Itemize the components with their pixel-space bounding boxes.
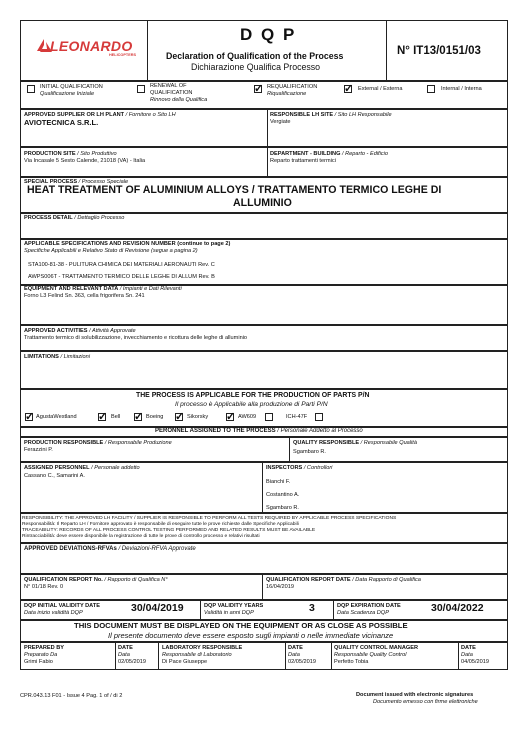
- footer-electronic-signature: Document issued with electronic signatures: [356, 692, 474, 698]
- external-checkmark-icon: ✓: [344, 83, 354, 95]
- footer-form-id: CPR.043.13 F01 - Issue 4 Pag. 1 of / di 2: [20, 693, 123, 699]
- requalification-label-it: Riqualificazione: [267, 91, 307, 97]
- specifications-label-it: Specifiche Applicabili e Relativo Stato di Revisione (segue a pagina 2): [24, 248, 198, 254]
- production-responsible-label: PRODUCTION RESPONSIBLE / Responsabile Produzione: [24, 440, 172, 446]
- validity-years-label: DQP VALIDITY YEARS: [204, 603, 264, 609]
- lab-responsible-label: LABORATORY RESPONSIBLE: [162, 645, 243, 651]
- responsibility-line-1: RESPONSIBILITY: THE APPROVED LH FACILITY / SUPPLIER IS RESPONSIBLE TO PERFORM ALL TESTS REQUIRED BY APPLICABLE PROCESS SPECIFICATIONS: [22, 516, 397, 521]
- lab-date-label: DATE: [288, 645, 303, 651]
- applicable-title-it: Il processo è Applicabile alla produzione di Parti P/N: [175, 401, 328, 408]
- expiration-value: 30/04/2022: [431, 602, 484, 614]
- boeing-label: Boeing: [146, 414, 164, 420]
- specification-row-2: AWPS006T - TRATTAMENTO TERMICO DELLE LEGHE DI ALLUM Rev. B: [28, 274, 215, 280]
- initial-qualification-checkbox[interactable]: [27, 85, 35, 93]
- specifications-label: APPLICABLE SPECIFICATIONS AND REVISION NUMBER (continue to page 2): [24, 241, 231, 247]
- special-process-title-1: HEAT TREATMENT OF ALUMINIUM ALLOYS / TRATTAMENTO TERMICO LEGHE DI: [27, 184, 442, 196]
- limitations-label: LIMITATIONS / Limitazioni: [24, 354, 90, 360]
- report-no-label: QUALIFICATION REPORT No. / Rapporto di Qualifica N°: [24, 577, 168, 583]
- assigned-personnel-value: Cassano C., Samarini A.: [24, 473, 85, 479]
- validity-years-label-it: Validità in anni DQP: [204, 610, 254, 616]
- prepared-by-label: PREPARED BY: [24, 645, 64, 651]
- process-detail-label: PROCESS DETAIL / Dettaglio Processo: [24, 215, 125, 221]
- agustawestland-label: AgustaWestland: [36, 414, 77, 420]
- equipment-label: EQUIPMENT AND RELEVANT DATA / Impianti e Dati Rilevanti: [24, 286, 182, 292]
- requalification-label: REQUALIFICATION: [267, 84, 318, 90]
- initial-validity-label-it: Data inizio validità DQP: [24, 610, 83, 616]
- display-notice-en: THIS DOCUMENT MUST BE DISPLAYED ON THE EQUIPMENT OR AS CLOSE AS POSSIBLE: [74, 621, 408, 630]
- lab-responsible-value: Di Pace Giuseppe: [162, 659, 208, 665]
- prepared-by-label-it: Preparato Da: [24, 652, 58, 658]
- limitations-section: [20, 351, 508, 389]
- activities-label: APPROVED ACTIVITIES / Attività Approvate: [24, 328, 136, 334]
- bell-checkmark-icon: ✓: [98, 411, 108, 423]
- special-process-title-2: ALLUMINIO: [233, 197, 292, 209]
- inspector-3: Sgambaro R.: [266, 505, 299, 511]
- production-site-value: Via Incasale 5 Sesto Calende, 21018 (VA) - Italia: [24, 158, 146, 164]
- department-value: Reparto trattamenti termici: [270, 158, 336, 164]
- aw609-checkmark-icon: ✓: [226, 411, 236, 423]
- traceability-line-2: Rintracciabilità: deve essere disponibile la registrazione di tutte le prove di controllo processo e relativi risultati: [22, 534, 260, 539]
- department-label: DEPARTMENT - BUILDING / Reparto - Edificio: [270, 151, 389, 157]
- requalification-checkmark-icon: ✓: [254, 83, 264, 95]
- quality-responsible-value: Sgambaro R.: [293, 449, 326, 455]
- qc-manager-value: Perfetto Tobia: [334, 659, 369, 665]
- applicable-title: THE PROCESS IS APPLICABLE FOR THE PRODUCTION OF PARTS P/N: [136, 392, 370, 399]
- validity-years-value: 3: [309, 602, 315, 614]
- external-label: External / Esterna: [358, 86, 403, 92]
- deviations-label: APPROVED DEVIATIONS-RFVAs / Deviazioni-RFVA Approvate: [24, 546, 196, 552]
- production-site-label: PRODUCTION SITE / Sito Produttivo: [24, 151, 117, 157]
- dqp-title: D Q P: [240, 25, 297, 44]
- report-date-label: QUALIFICATION REPORT DATE / Data Rapporto di Qualifica: [266, 577, 421, 583]
- quality-responsible-label: QUALITY RESPONSIBLE / Responsabile Qualità: [293, 440, 417, 446]
- renewal-checkbox[interactable]: [137, 85, 145, 93]
- equipment-value: Forno L3 Felind Sn. 363, cella frigorifera Sn. 241: [24, 293, 145, 299]
- initial-qualification-label-it: Qualificazione Iniziale: [40, 91, 95, 97]
- inspector-2: Costantino A.: [266, 492, 300, 498]
- renewal-label-2: QUALIFICATION: [150, 90, 193, 96]
- boeing-checkmark-icon: ✓: [134, 411, 144, 423]
- production-responsible-value: Ferazzini P.: [24, 447, 53, 453]
- leonardo-logo: [34, 36, 144, 64]
- prepared-date-label-it: Data: [118, 652, 130, 658]
- supplier-label: APPROVED SUPPLIER OR LH PLANT / Fornitore o Sito LH: [24, 112, 176, 118]
- responsibility-line-2: Responsabilità: Il Reparto LH / Fornitore approvato è responsabile di eseguire tutte le prove richieste dalle Specifiche Applicabili: [22, 522, 299, 527]
- prepared-by-value: Grimi Fabio: [24, 659, 53, 665]
- expiration-label-it: Data Scadenza DQP: [337, 610, 389, 616]
- title-it: Dichiarazione Qualifica Processo: [191, 62, 321, 72]
- display-notice-it: Il presente documento deve essere esposto sugli impianti o nelle immediate vicinanze: [108, 631, 394, 640]
- initial-qualification-label: INITIAL QUALIFICATION: [40, 84, 103, 90]
- agustawestland-checkmark-icon: ✓: [25, 411, 35, 423]
- report-no-value: N° 01/18 Rev. 0: [24, 584, 64, 590]
- qc-date-label: DATE: [461, 645, 476, 651]
- report-date-value: 16/04/2019: [266, 584, 294, 590]
- special-process-label: SPECIAL PROCESS / Processo Speciale: [24, 179, 129, 185]
- qc-date-value: 04/05/2019: [461, 659, 489, 665]
- logo-text: LEONARDO: [50, 38, 133, 54]
- initial-validity-value: 30/04/2019: [131, 602, 184, 614]
- specification-row-1: STA100-81-38 - PULITURA CHIMICA DEI MATERIALI AERONAUTI Rev. C: [28, 262, 215, 268]
- inspectors-label: INSPECTORS / Controllori: [266, 465, 333, 471]
- qc-manager-label-it: Responsabile Quality Control: [334, 652, 407, 658]
- qc-date-label-it: Data: [461, 652, 473, 658]
- sikorsky-checkmark-icon: ✓: [175, 411, 185, 423]
- lab-date-value: 02/05/2019: [288, 659, 316, 665]
- renewal-label-it: Rinnovo della Qualifica: [150, 97, 208, 103]
- activities-value: Trattamento termico di solubilizzazione, invecchiamento e ricottura delle leghe di alluminio: [24, 335, 248, 341]
- prepared-date-value: 02/05/2019: [118, 659, 146, 665]
- lab-responsible-label-it: Responsabile di Laboratorio: [162, 652, 232, 658]
- internal-label: Internal / Interna: [441, 86, 482, 92]
- traceability-line-1: TRACEABILITY: RECORDS OF ALL PROCESS CONTROL TESTING PERFORMED AND RELATED RESULTS MUST BE AVAILABLE: [22, 528, 316, 533]
- ich47f-label: ICH-47F: [286, 414, 308, 420]
- prepared-date-label: DATE: [118, 645, 133, 651]
- title-en: Declaration of Qualification of the Process: [166, 51, 344, 61]
- signatures-section: [20, 642, 508, 670]
- personnel-header-label: PERONNEL ASSIGNED TO THE PROCESS / Personale Addetto al Processo: [155, 428, 363, 434]
- internal-checkbox[interactable]: [427, 85, 435, 93]
- expiration-label: DQP EXPIRATION DATE: [337, 603, 401, 609]
- aw609-label: AW609: [238, 414, 257, 420]
- initial-validity-label: DQP INITIAL VALIDITY DATE: [24, 603, 100, 609]
- footer-electronic-signature-it: Documento emesso con firme elettroniche: [373, 699, 478, 705]
- assigned-personnel-label: ASSIGNED PERSONNEL / Personale addetto: [24, 465, 140, 471]
- supplier-value: AVIOTECNICA S.R.L.: [24, 118, 99, 127]
- inspector-1: Bianchi F.: [266, 479, 291, 485]
- responsible-site-value: Vergiate: [270, 119, 291, 125]
- ich47f-checkbox-2[interactable]: [315, 413, 323, 421]
- dqp-number: N° IT13/0151/03: [397, 45, 481, 57]
- responsible-site-label: RESPONSIBLE LH SITE / Sito LH Responsabile: [270, 112, 392, 118]
- renewal-label: RENEWAL OF: [150, 83, 187, 89]
- sikorsky-label: Sikorsky: [187, 414, 209, 420]
- qc-manager-label: QUALITY CONTROL MANAGER: [334, 645, 419, 651]
- logo-subtext: HELICOPTERS: [109, 53, 137, 57]
- lab-date-label-it: Data: [288, 652, 300, 658]
- bell-label: Bell: [111, 414, 121, 420]
- ich47f-checkbox[interactable]: [265, 413, 273, 421]
